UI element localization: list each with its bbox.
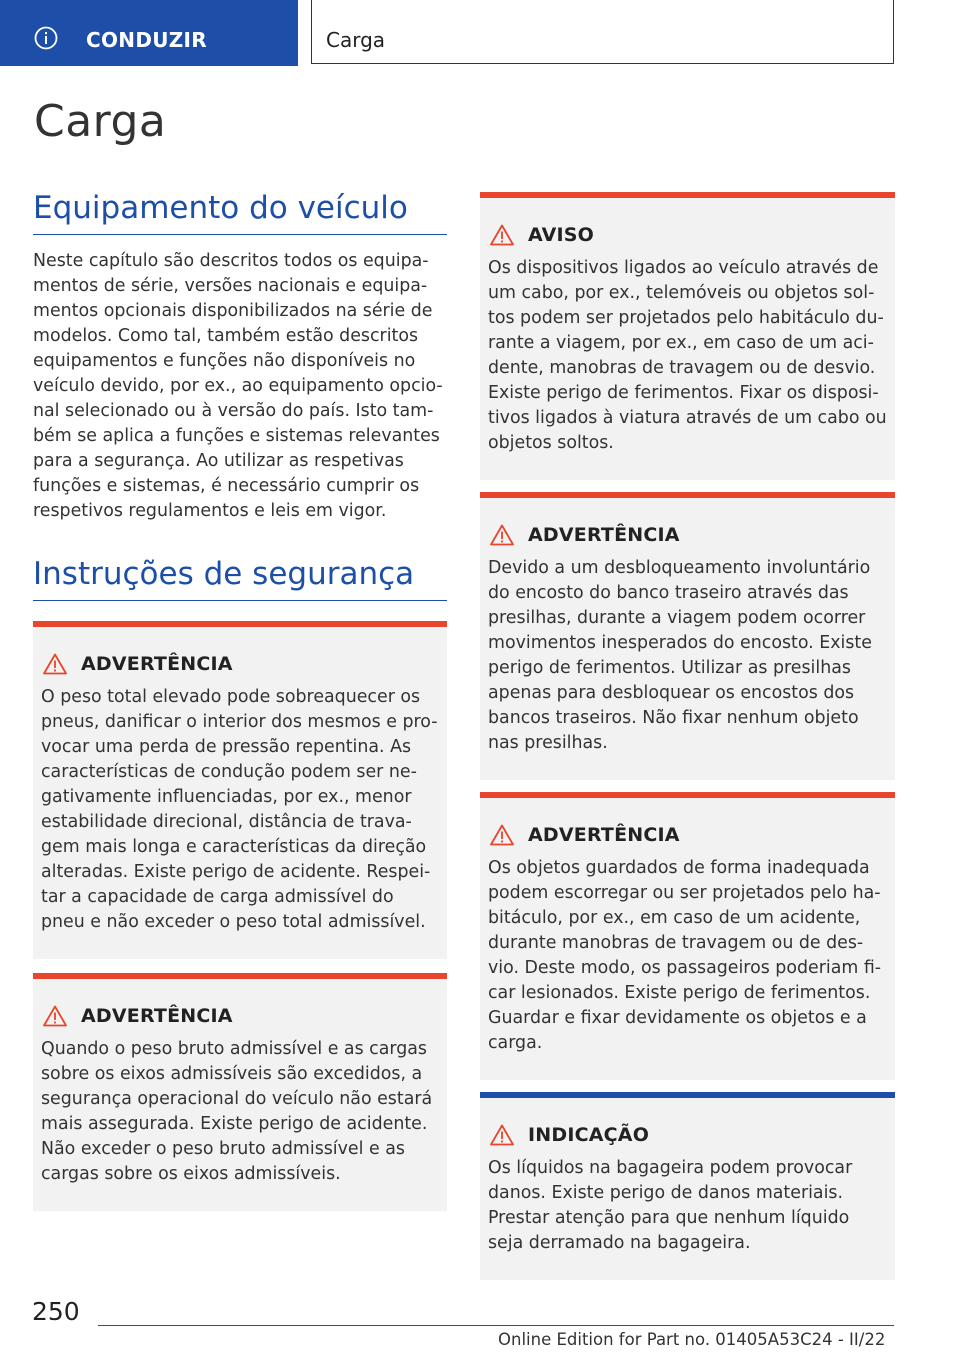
notice-text: Os dispositivos ligados ao veículo através de um cabo, por ex., telemóveis ou objetos sol-tos podem ser projetados pelo habitáculo du-rante a viagem, por ex., em caso de um aci-dente, manobras de travagem ou de desvio. Existe perigo de ferimentos. Fixar os disposi-tivos ligados à viatura através de um cabo ou objetos soltos.: [488, 258, 887, 453]
info-circle-icon: [34, 26, 58, 50]
chapter-tab[interactable]: [0, 0, 298, 66]
footer-divider: [98, 1325, 894, 1326]
caution-notice: [480, 192, 895, 480]
section-header: [311, 0, 894, 64]
section-header-title: Carga: [326, 28, 386, 52]
notice-title: AVISO: [528, 224, 595, 246]
warning-triangle-icon: [490, 1124, 514, 1146]
notice-text: Os objetos guardados de forma inadequada podem escorregar ou ser projetados pelo ha-bitáculo, por ex., em caso de um acidente, durante manobras de travagem ou de des-vio. Deste modo, os passageiros poderiam fi-car lesionados. Existe perigo de ferimentos. Guardar e fixar devidamente os objetos e a carga.: [488, 858, 882, 1053]
notice-text: Devido a um desbloqueamento involuntário do encosto do banco traseiro através das presilhas, durante a viagem podem ocorrer movimentos inesperados do encosto. Existe perigo de ferimentos. Utilizar as presilhas apenas para desbloquear os encostos dos bancos traseiros. Não fixar nenhum objeto nas presilhas.: [488, 558, 872, 753]
notice-text: Quando o peso bruto admissível e as cargas sobre os eixos admissíveis são excedidos, a segurança operacional do veículo não estará mais assegurada. Existe perigo de acidente. Não exceder o peso bruto admissível e as cargas sobre os eixos admissíveis.: [41, 1039, 433, 1184]
footer-edition: Online Edition for Part no. 01405A53C24 - II/22: [498, 1330, 886, 1349]
warning-triangle-icon: [490, 224, 514, 246]
equipment-paragraph: Neste capítulo são descritos todos os equipa-mentos de série, versões nacionais e equipa-mentos opcionais disponibilizados na série de modelos. Como tal, também estão descritos equipamentos e funções não disponíveis no veículo devido, por ex., ao equipamento opcio-nal selecionado ou à versão do país. Isto tam-bém se aplica a funções e sistemas relevantes para a segurança. Ao utilizar as respetivas funções e sistemas, é necessário cumprir os respetivos regulamentos e leis em vigor.: [33, 251, 443, 521]
notice-title: ADVERTÊNCIA: [528, 824, 680, 846]
right-column: [480, 192, 895, 1280]
notice-title: ADVERTÊNCIA: [528, 524, 680, 546]
notice-text: O peso total elevado pode sobreaquecer os pneus, danificar o interior dos mesmos e pro-vocar uma perda de pressão repentina. As características de condução podem ser ne-gativamente influenciadas, por ex., menor estabilidade direcional, distância de trava-gem mais longa e características da direção alteradas. Existe perigo de acidente. Respei-tar a capacidade de carga admissível do pneu e não exceder o peso total admissível.: [41, 687, 438, 932]
section-heading-equipment: Equipamento do veículo: [33, 188, 447, 235]
chapter-tab-label: CONDUZIR: [86, 28, 208, 52]
notice-header: [488, 220, 887, 250]
notice-title: ADVERTÊNCIA: [81, 1005, 233, 1027]
notice-header: [488, 1120, 887, 1150]
notice-header: [41, 1001, 439, 1031]
warning-notice: [480, 792, 895, 1080]
warning-notice: [33, 621, 447, 959]
warning-triangle-icon: [43, 653, 67, 675]
page-title: Carga: [34, 96, 167, 147]
warning-triangle-icon: [490, 824, 514, 846]
warning-triangle-icon: [43, 1005, 67, 1027]
notice-title: INDICAÇÃO: [528, 1124, 650, 1146]
notice-header: [488, 820, 887, 850]
notice-header: [488, 520, 887, 550]
notice-title: ADVERTÊNCIA: [81, 653, 233, 675]
note-notice: [480, 1092, 895, 1280]
left-column: [33, 188, 447, 1211]
notice-header: [41, 649, 439, 679]
notice-text: Os líquidos na bagageira podem provocar danos. Existe perigo de danos materiais. Prestar atenção para que nenhum líquido seja derramado na bagageira.: [488, 1158, 853, 1253]
warning-notice: [480, 492, 895, 780]
section-heading-safety: Instruções de segurança: [33, 554, 447, 601]
warning-triangle-icon: [490, 524, 514, 546]
page-number: 250: [32, 1297, 80, 1326]
warning-notice: [33, 973, 447, 1211]
